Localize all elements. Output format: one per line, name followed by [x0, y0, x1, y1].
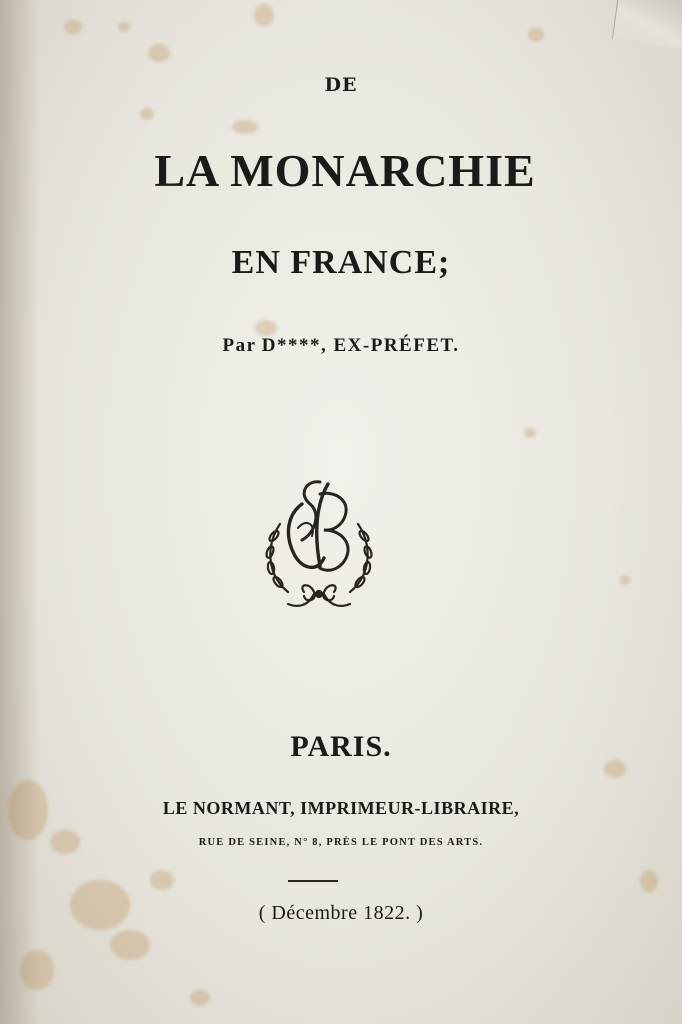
foxing-stain: [528, 28, 544, 42]
imprint-date: ( Décembre 1822. ): [258, 902, 424, 924]
book-subtitle: EN FRANCE;: [231, 244, 451, 281]
foxing-stain: [524, 428, 536, 438]
author-prefix: Par: [222, 335, 257, 356]
divider-rule: [288, 880, 338, 882]
corner-fold: [612, 0, 682, 49]
ornamental-monogram-icon: [258, 474, 380, 614]
foxing-stain: [620, 575, 630, 585]
foxing-stain: [255, 320, 277, 336]
foxing-stain: [640, 870, 658, 892]
foxing-stain: [254, 4, 274, 26]
foxing-stain: [148, 44, 170, 62]
author-name: D****, EX-PRÉFET.: [261, 335, 460, 356]
foxing-stain: [150, 870, 174, 890]
author-line: [0, 335, 682, 357]
foxing-stain: [20, 950, 54, 990]
imprint-address: RUE DE SEINE, N° 8, PRÈS LE PONT DES ARTS.: [198, 837, 484, 848]
foxing-stain: [190, 990, 210, 1006]
foxing-stain: [110, 930, 150, 960]
foxing-stain: [232, 120, 258, 134]
foxing-stain: [64, 20, 82, 34]
title-preposition: DE: [324, 74, 358, 96]
foxing-stain: [140, 108, 154, 120]
imprint-city: PARIS.: [290, 730, 392, 763]
foxing-stain: [118, 22, 130, 32]
book-title: LA MONARCHIE: [154, 145, 536, 196]
imprint-publisher: LE NORMANT, IMPRIMEUR-LIBRAIRE,: [162, 798, 520, 818]
